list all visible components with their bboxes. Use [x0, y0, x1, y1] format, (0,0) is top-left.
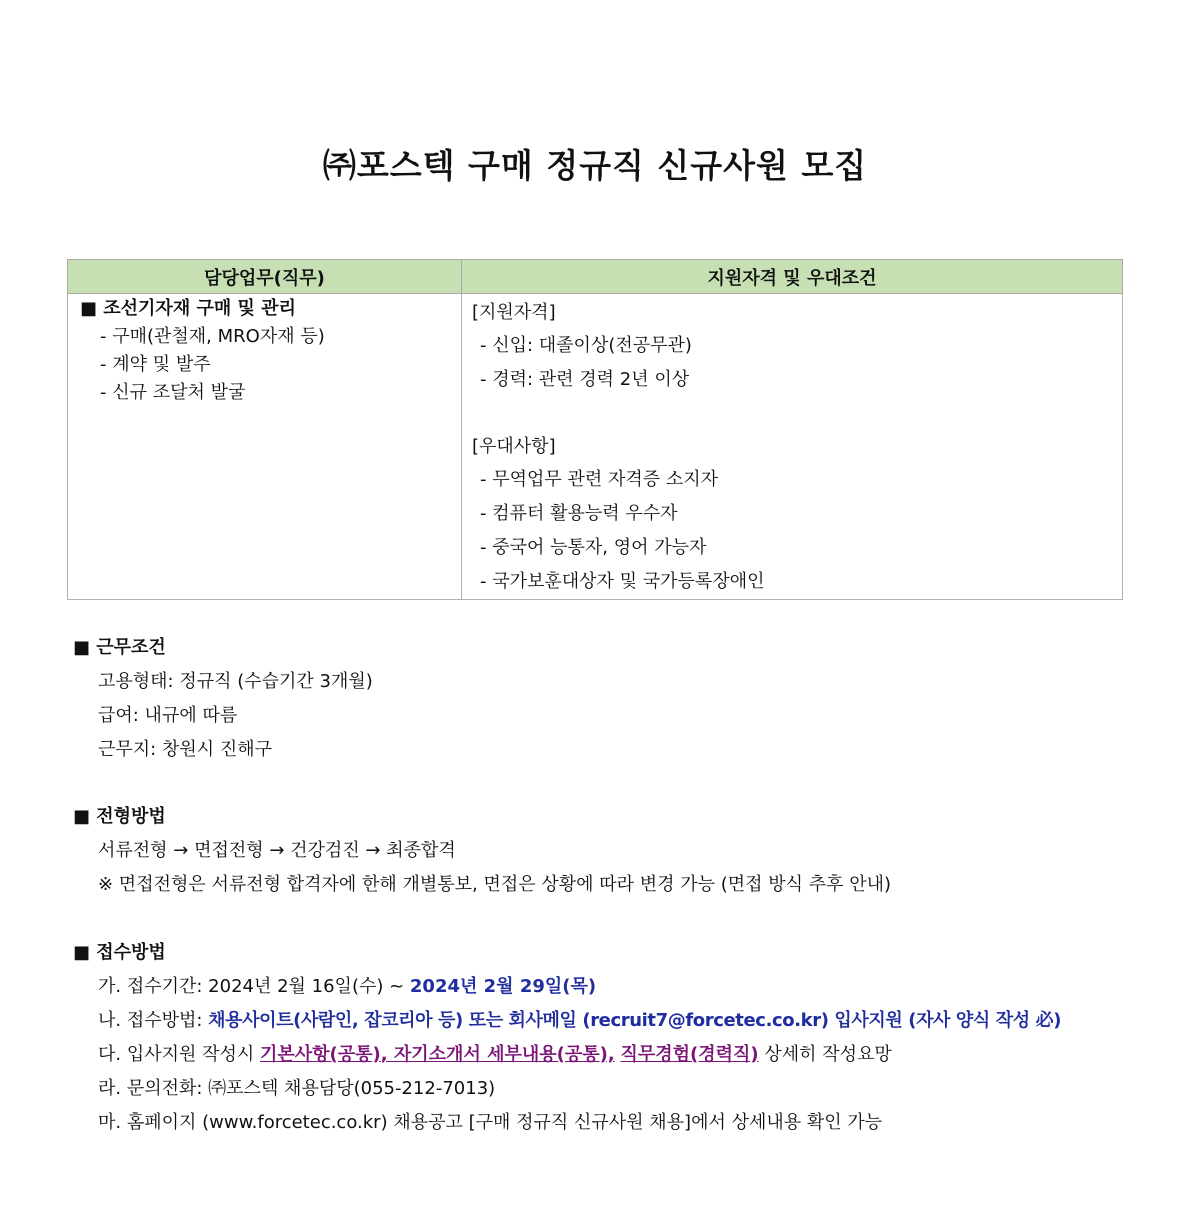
process-section	[73, 800, 891, 902]
method-detail: 채용사이트(사람인, 잡코리아 등) 또는 회사메일 (recruit7@forcetec.co.kr) 입사지원 (자사 양식 작성 必)	[208, 1010, 1062, 1031]
qualifications-heading: [지원자격]	[472, 302, 556, 323]
table-header-row	[68, 260, 1123, 294]
form-item-essay: 자기소개서 세부내용(공통),	[393, 1044, 615, 1065]
form-prefix: 다. 입사지원 작성시	[98, 1044, 260, 1065]
preference-item: - 컴퓨터 활용능력 우수자	[480, 503, 678, 524]
form-item-basic: 기본사항(공통)	[260, 1044, 381, 1065]
duty-cell	[68, 294, 462, 600]
method-prefix: 나. 접수방법:	[98, 1010, 209, 1031]
qualification-item: - 신입: 대졸이상(전공무관)	[480, 335, 692, 356]
form-item-experience: 직무경험(경력직)	[620, 1044, 759, 1065]
preference-item: - 중국어 능통자, 영어 가능자	[480, 537, 707, 558]
application-section	[73, 936, 1061, 1140]
form-suffix: 상세히 작성요망	[758, 1044, 892, 1065]
job-table	[67, 259, 1123, 600]
period-prefix: 가. 접수기간: 2024년 2월 16일(수) ~	[98, 976, 410, 997]
application-period	[73, 970, 1061, 1004]
conditions-line: 급여: 내규에 따름	[98, 705, 238, 726]
application-contact: 라. 문의전화: ㈜포스텍 채용담당(055-212-7013)	[98, 1078, 496, 1099]
duty-item: - 구매(관철재, MRO자재 등)	[100, 326, 325, 347]
application-heading: ■ 접수방법	[73, 942, 166, 963]
conditions-heading: ■ 근무조건	[73, 637, 166, 658]
process-heading: ■ 전형방법	[73, 806, 166, 827]
application-form	[73, 1038, 1061, 1072]
preference-item: - 무역업무 관련 자격증 소지자	[480, 469, 719, 490]
conditions-line: 근무지: 창원시 진해구	[98, 739, 272, 760]
conditions-line: 고용형태: 정규직 (수습기간 3개월)	[98, 671, 373, 692]
preferences-heading: [우대사항]	[472, 436, 556, 457]
header-duty: 담당업무(직무)	[68, 260, 462, 294]
preference-item: - 국가보훈대상자 및 국가등록장애인	[480, 571, 765, 592]
table-row	[68, 294, 1123, 600]
page-title: ㈜포스텍 구매 정규직 신규사원 모집	[322, 146, 868, 185]
duty-heading: ■ 조선기자재 구매 및 관리	[80, 298, 296, 319]
application-method	[73, 1004, 1061, 1038]
qualifications-cell	[462, 294, 1123, 600]
header-qualifications: 지원자격 및 우대조건	[462, 260, 1123, 294]
application-homepage: 마. 홈페이지 (www.forcetec.co.kr) 채용공고 [구매 정규직 신규사원 채용]에서 상세내용 확인 가능	[98, 1112, 883, 1133]
period-deadline: 2024년 2월 29일(목)	[409, 976, 597, 997]
process-line: 서류전형 → 면접전형 → 건강검진 → 최종합격	[98, 840, 456, 861]
process-note: ※ 면접전형은 서류전형 합격자에 한해 개별통보, 면접은 상황에 따라 변경 가능 (면접 방식 추후 안내)	[98, 874, 892, 895]
qualification-item: - 경력: 관련 경력 2년 이상	[480, 369, 690, 390]
duty-item: - 계약 및 발주	[100, 354, 211, 375]
form-separator: ,	[380, 1044, 394, 1065]
conditions-section	[73, 631, 373, 767]
duty-item: - 신규 조달처 발굴	[100, 382, 246, 403]
